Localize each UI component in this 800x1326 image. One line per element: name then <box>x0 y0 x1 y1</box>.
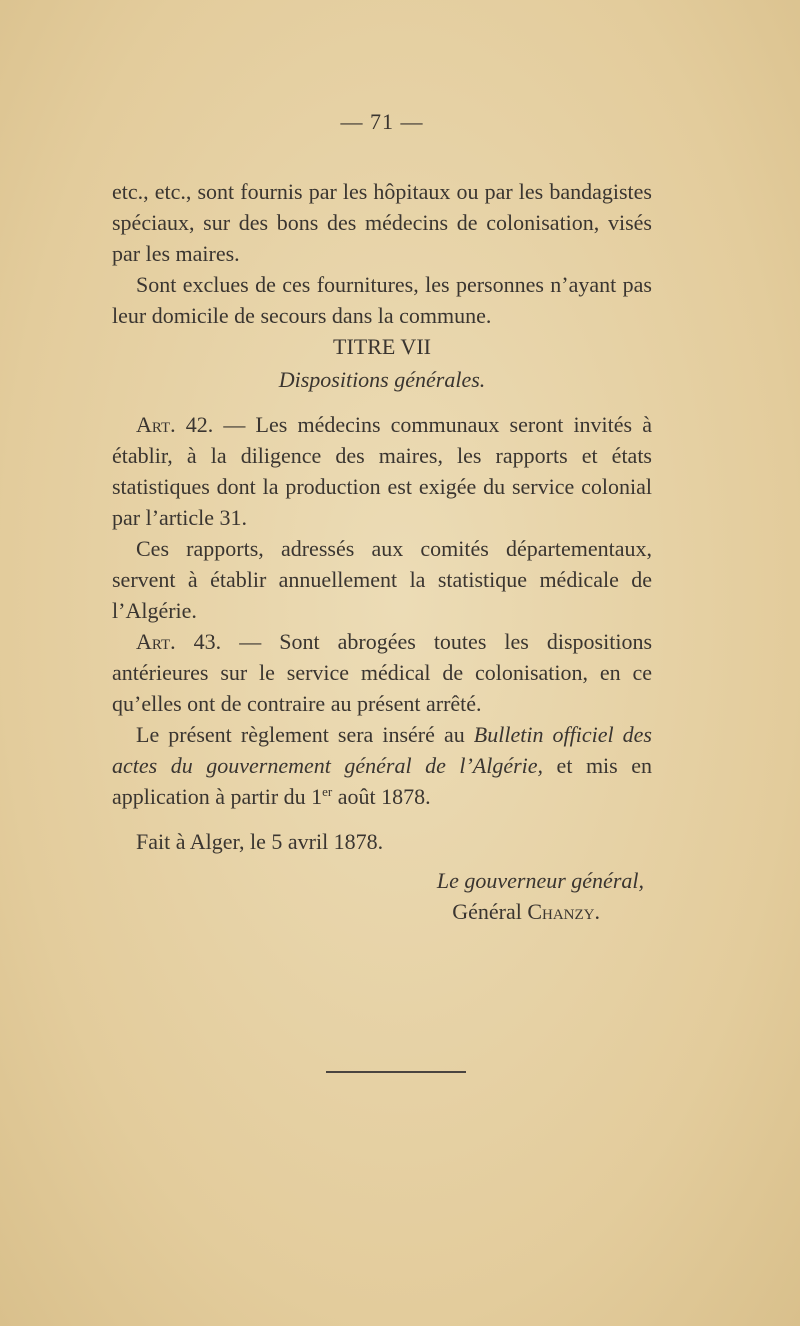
place-date: Fait à Alger, le 5 avril 1878. <box>136 829 384 854</box>
signature-surname: Chanzy. <box>527 899 600 924</box>
signature-prefix: Général <box>452 899 528 924</box>
section-title: TITRE VII <box>333 334 431 359</box>
paragraph-exclusions: Sont exclues de ces fournitures, les personnes n’ayant pas leur domicile de secours dans la commune. <box>112 272 652 328</box>
page-number: — 71 — <box>340 109 424 134</box>
section-subtitle: Dispositions générales. <box>278 367 486 392</box>
paragraph-reports: Ces rapports, adressés aux comités départementaux, servent à établir annuellement la statistique médicale de l’Algérie. <box>112 536 652 623</box>
publication-date: août 1878. <box>332 784 431 809</box>
signature-role: Le gouverneur général, <box>436 868 644 893</box>
signature-name <box>112 896 652 927</box>
paragraph-publication <box>112 719 652 812</box>
ordinal-superscript: er <box>322 784 333 799</box>
paragraph-supplies: etc., etc., sont fournis par les hôpitaux ou par les bandagistes spéciaux, sur des bons des médecins de colonisation, visés par les maires. <box>112 179 652 266</box>
article-43-text: — Sont abrogées toutes les dispositions antérieures sur le service médical de colonisation, en ce qu’elles ont de contraire au présent arrêté. <box>112 629 653 716</box>
publication-after: et mis en application à partir du 1 <box>112 753 653 809</box>
article-42-label: Art. 42. <box>136 412 214 437</box>
publication-before: Le présent règlement sera inséré au <box>136 722 474 747</box>
article-43-label: Art. 43. <box>136 629 222 654</box>
bulletin-title: Bulletin officiel des actes du gouvernement général de l’Algérie, <box>112 722 652 778</box>
article-42-text: — Les médecins communaux seront invités à établir, à la diligence des maires, les rapports et états statistiques dont la production est exigée du service colonial par l’article 31. <box>112 412 653 530</box>
article-42 <box>112 409 652 533</box>
closing-rule <box>326 1071 466 1073</box>
page-body <box>112 108 652 927</box>
article-43 <box>112 626 652 719</box>
